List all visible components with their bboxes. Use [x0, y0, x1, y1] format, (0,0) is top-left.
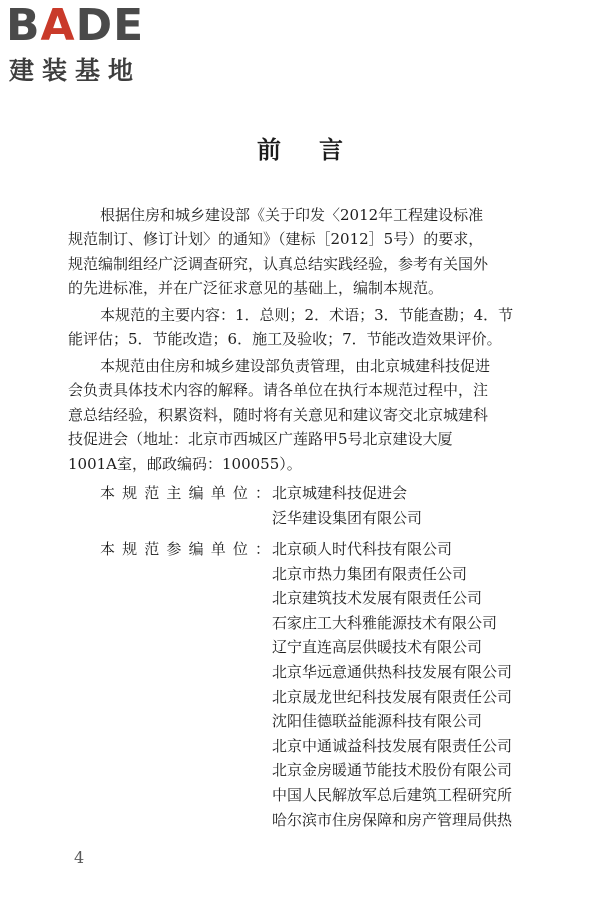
- text-line: 本规范的主要内容：1．总则；2．术语；3．节能查勘；4．节: [100, 306, 514, 324]
- logo-letter: D: [75, 0, 114, 51]
- chief-units-label: [100, 481, 270, 505]
- unit-item: 北京建筑技术发展有限责任公司: [272, 589, 483, 608]
- unit-item: 北京中通诚益科技发展有限责任公司: [272, 736, 513, 755]
- label-char: 编: [188, 484, 204, 502]
- label-char: 规: [122, 484, 138, 502]
- unit-item: 哈尔滨市住房保障和房产管理局供热: [272, 810, 513, 829]
- unit-item: 北京晟龙世纪科技发展有限责任公司: [272, 687, 513, 706]
- label-char: 单: [210, 484, 226, 502]
- unit-item: 北京金房暖通节能技术股份有限公司: [272, 761, 513, 780]
- unit-item: 北京城建科技促进会: [272, 484, 408, 502]
- text-line: 本规范由住房和城乡建设部负责管理，由北京城建科技促进: [100, 357, 491, 375]
- unit-item: 中国人民解放军总后建筑工程研究所: [272, 785, 513, 804]
- unit-item: 辽宁直连高层供暖技术有限公司: [272, 638, 483, 657]
- bade-logo: [6, 2, 174, 90]
- label-char: 本: [100, 540, 116, 558]
- text-line: 技促进会（地址：北京市西城区广莲路甲5号北京建设大厦: [68, 430, 453, 449]
- label-char: 位: [232, 540, 248, 558]
- unit-item: 北京市热力集团有限责任公司: [272, 564, 468, 583]
- label-char: ：: [254, 484, 270, 502]
- logo-letter: E: [113, 0, 145, 51]
- preface-paragraph-1: [68, 203, 558, 301]
- logo-letter-accent: A: [40, 0, 76, 51]
- text-line: 会负责具体技术内容的解释。请各单位在执行本规范过程中，注: [68, 381, 489, 400]
- text-line: 规范制订、修订计划〉的通知》（建标［2012］5号）的要求，: [68, 230, 484, 249]
- text-line: 的先进标准，并在广泛征求意见的基础上，编制本规范。: [68, 279, 444, 298]
- unit-item: 北京华远意通供热科技发展有限公司: [272, 662, 513, 681]
- unit-item: 泛华建设集团有限公司: [272, 508, 423, 527]
- label-char: 主: [166, 484, 182, 502]
- logo-wordmark: [6, 2, 144, 50]
- chief-units-list: [272, 481, 422, 530]
- preface-paragraph-2: [68, 303, 558, 352]
- label-char: 编: [188, 540, 204, 558]
- participating-units-label: [100, 537, 270, 561]
- text-line: 能评估；5．节能改造；6．施工及验收；7．节能改造效果评价。: [68, 330, 502, 349]
- label-char: 规: [122, 540, 138, 558]
- page-number: 4: [74, 848, 85, 867]
- label-char: ：: [254, 540, 270, 558]
- page-title: 前言: [257, 135, 381, 164]
- text-line: 1001A室，邮政编码：100055）。: [68, 454, 302, 473]
- label-char: 范: [144, 484, 160, 502]
- unit-item: 沈阳佳德联益能源科技有限公司: [272, 712, 483, 731]
- participating-units-list: [272, 537, 512, 832]
- text-line: 意总结经验，积累资料，随时将有关意见和建议寄交北京城建科: [68, 405, 489, 424]
- preface-paragraph-3: [68, 354, 558, 476]
- logo-subtitle: 建装基地: [9, 56, 142, 85]
- label-char: 本: [100, 484, 116, 502]
- logo-letter: B: [6, 0, 41, 51]
- unit-item: 石家庄工大科雅能源技术有限公司: [272, 613, 498, 632]
- unit-item: 北京硕人时代科技有限公司: [272, 540, 453, 558]
- text-line: 规范编制组经广泛调查研究，认真总结实践经验，参考有关国外: [68, 254, 489, 273]
- text-line: 根据住房和城乡建设部《关于印发〈2012年工程建设标准: [100, 206, 484, 224]
- label-char: 参: [166, 540, 182, 558]
- label-char: 范: [144, 540, 160, 558]
- label-char: 单: [210, 540, 226, 558]
- label-char: 位: [232, 484, 248, 502]
